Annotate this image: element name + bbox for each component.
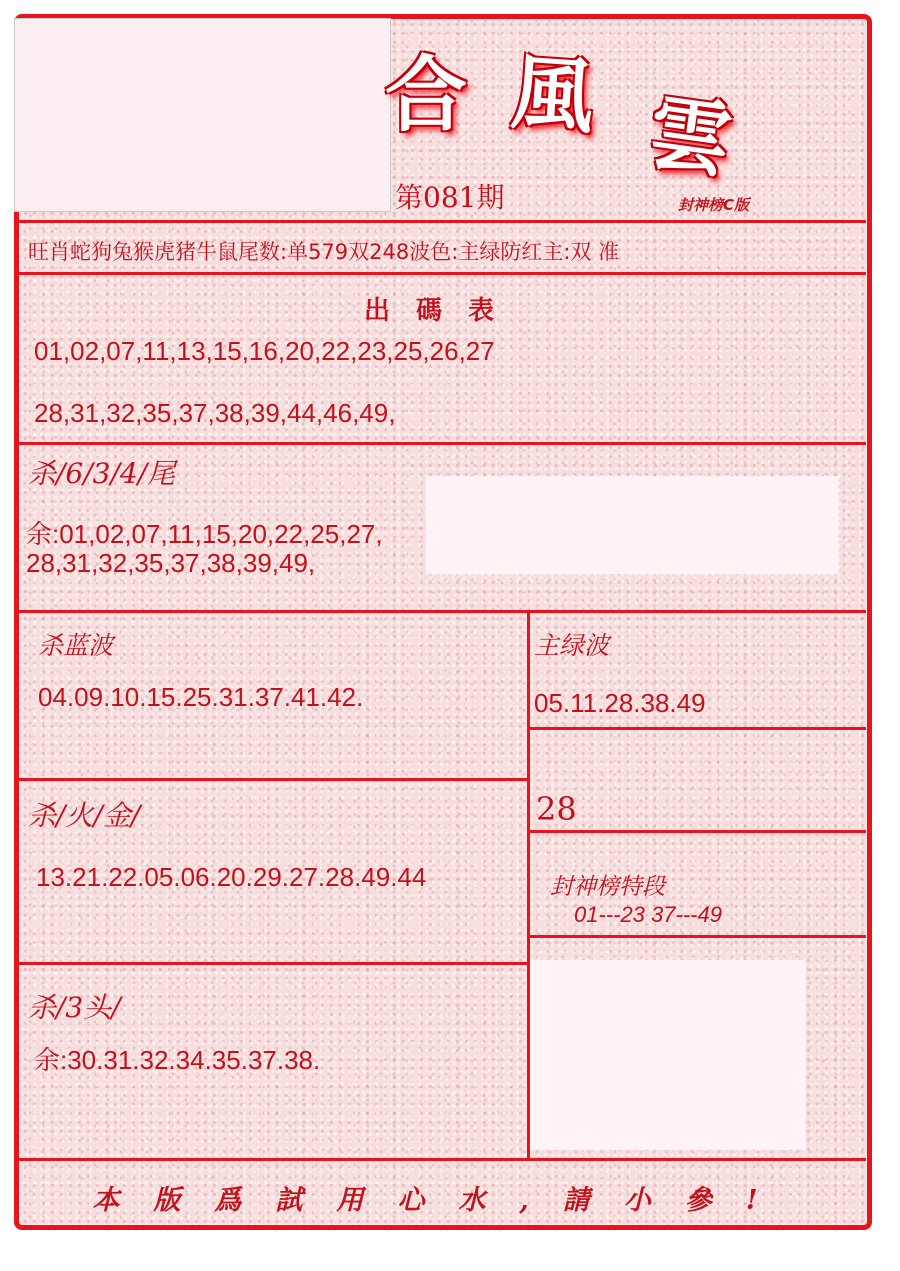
kill-tail-row-1: 余:01,02,07,11,15,20,22,25,27, xyxy=(26,519,383,549)
kill-blue-numbers: 04.09.10.15.25.31.37.41.42. xyxy=(38,682,364,712)
tip-line: 旺肖蛇狗兔猴虎猪牛鼠尾数:单579双248波色:主绿防红主:双 准 xyxy=(28,240,620,264)
divider-kill-tail xyxy=(18,610,866,613)
divider-table xyxy=(18,442,866,445)
title-char-1: 合 xyxy=(385,47,468,143)
divider-left-2 xyxy=(18,962,528,965)
issue-number: 第081期 xyxy=(395,181,505,214)
divider-tip xyxy=(18,272,866,275)
divider-left-1 xyxy=(18,778,528,781)
kill-tail-row-2: 28,31,32,35,37,38,39,49, xyxy=(26,548,316,578)
kill-element-numbers: 13.21.22.05.06.20.29.27.28.49.44 xyxy=(36,862,427,892)
table-row-2: 28,31,32,35,37,38,39,44,46,49, xyxy=(34,398,396,428)
special-range-value: 01---23 37---49 xyxy=(574,902,722,927)
single-number: 28 xyxy=(536,790,577,828)
footer-note: 本版爲試用心水,請小參! xyxy=(92,1185,792,1216)
title-char-3: 雲 xyxy=(642,83,738,191)
blank-area-kill-tail xyxy=(426,476,838,574)
divider-footer xyxy=(18,1158,866,1161)
kill-head-label: 杀/3头/ xyxy=(28,991,121,1024)
divider-right-2 xyxy=(528,830,866,833)
main-green-label: 主绿波 xyxy=(534,631,610,660)
title-char-2: 風 xyxy=(508,44,597,146)
header-blank-area xyxy=(14,18,391,212)
special-range-label: 封神榜特段 xyxy=(550,874,665,900)
divider-header xyxy=(18,220,866,223)
edition-label: 封神榜C版 xyxy=(678,196,750,214)
kill-element-label: 杀/火/金/ xyxy=(28,799,141,832)
kill-blue-label: 杀蓝波 xyxy=(38,631,114,660)
table-row-1: 01,02,07,11,13,15,16,20,22,23,25,26,27 xyxy=(34,336,495,366)
kill-head-numbers: 余:30.31.32.34.35.37.38. xyxy=(34,1045,321,1075)
divider-right-3 xyxy=(528,935,866,938)
kill-tail-label: 杀/6/3/4/尾 xyxy=(28,457,176,490)
blank-area-bottom-right xyxy=(530,960,806,1150)
divider-right-1 xyxy=(528,727,866,730)
table-title: 出碼表 xyxy=(363,296,520,326)
main-green-numbers: 05.11.28.38.49 xyxy=(534,688,706,718)
